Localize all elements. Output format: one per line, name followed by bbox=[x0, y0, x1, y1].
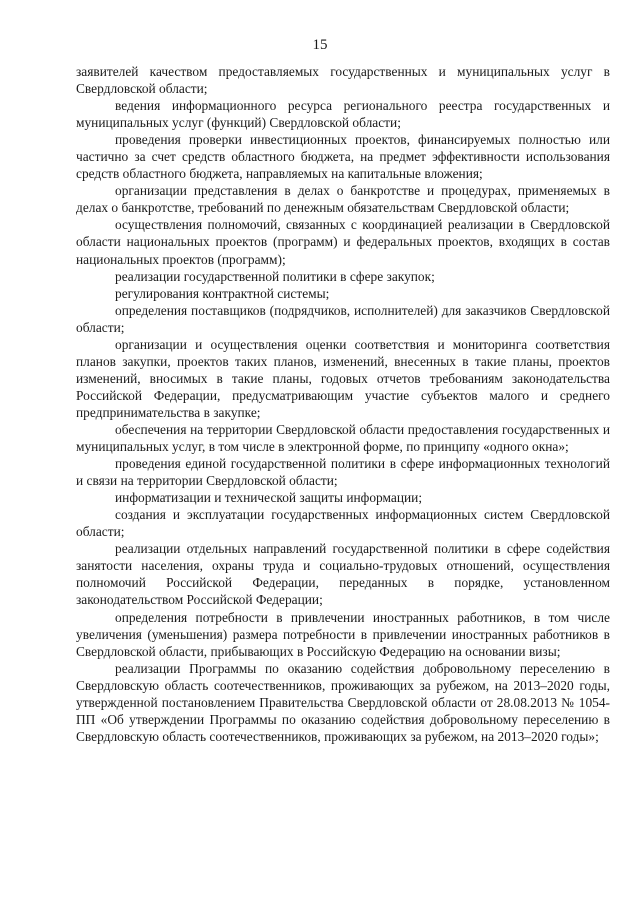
paragraph: реализации отдельных направлений государственной политики в сфере содействия занятости населения, охраны труда и социально-трудовых отношений, осуществления полномочий Российской Федерации, переданных в порядке, установленном законодательством Российской Федерации; bbox=[76, 541, 610, 608]
paragraph: заявителей качеством предоставляемых государственных и муниципальных услуг в Свердловской области; bbox=[76, 64, 610, 97]
paragraph: определения потребности в привлечении иностранных работников, в том числе увеличения (уменьшения) размера потребности в привлечении иностранных работников в Свердловской области, прибывающих в Российскую Федерацию на основании визы; bbox=[76, 609, 610, 659]
paragraph: определения поставщиков (подрядчиков, исполнителей) для заказчиков Свердловской области; bbox=[76, 302, 610, 335]
paragraph: организации и осуществления оценки соответствия и мониторинга соответствия планов закупки, проектов таких планов, изменений, внесенных в такие планы, проектов изменений, вносимых в такие планы, годовых отчетов требованиям законодательства Российской Федерации, предусматривающим участие субъектов малого и среднего предпринимательства в закупке; bbox=[76, 336, 610, 420]
page-number: 15 bbox=[312, 37, 328, 53]
paragraph: организации представления в делах о банкротстве и процедурах, применяемых в делах о банкротстве, требований по денежным обязательствам Свердловской области; bbox=[76, 183, 610, 216]
paragraph: регулирования контрактной системы; bbox=[115, 285, 330, 301]
paragraph: ведения информационного ресурса регионального реестра государственных и муниципальных услуг (функций) Свердловской области; bbox=[76, 98, 610, 131]
paragraph: создания и эксплуатации государственных информационных систем Свердловской области; bbox=[76, 507, 610, 540]
paragraph: проведения проверки инвестиционных проектов, финансируемых полностью или частично за счет средств областного бюджета, на предмет эффективности использования средств областного бюджета, направляемых на капитальные вложения; bbox=[76, 132, 610, 182]
paragraph: реализации государственной политики в сфере закупок; bbox=[115, 268, 435, 284]
document-body bbox=[76, 63, 610, 745]
paragraph: реализации Программы по оказанию содействия добровольному переселению в Свердловскую область соотечественников, проживающих за рубежом, на 2013–2020 годы, утвержденной постановлением Правительства Свердловской области от 28.08.2013 № 1054-ПП «Об утверждении Программы по оказанию содействия добровольному переселению в Свердловскую область соотечественников, проживающих за рубежом, на 2013–2020 годы»; bbox=[76, 660, 610, 744]
paragraph: информатизации и технической защиты информации; bbox=[115, 490, 423, 506]
paragraph: обеспечения на территории Свердловской области предоставления государственных и муниципальных услуг, в том числе в электронной форме, по принципу «одного окна»; bbox=[76, 421, 610, 455]
paragraph: осуществления полномочий, связанных с координацией реализации в Свердловской области национальных проектов (программ) и федеральных проектов, входящих в состав национальных проектов (программ); bbox=[76, 217, 610, 267]
paragraph: проведения единой государственной политики в сфере информационных технологий и связи на территории Свердловской области; bbox=[76, 456, 610, 489]
